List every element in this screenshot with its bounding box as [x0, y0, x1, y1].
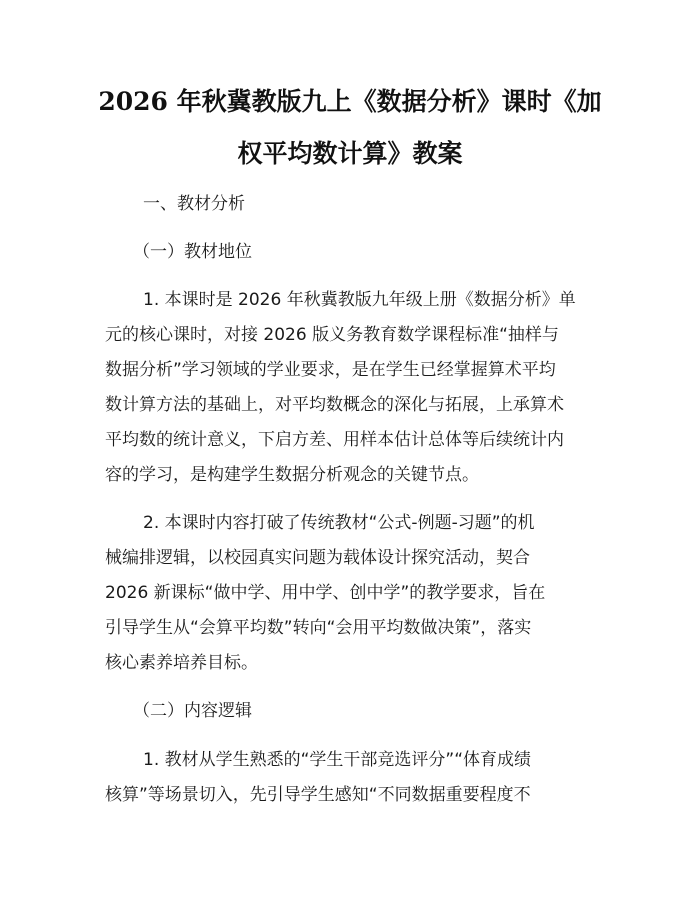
subsection-heading: （二）内容逻辑: [133, 701, 252, 721]
paragraph-line: 1. 教材从学生熟悉的“学生干部竞选评分”“体育成绩: [143, 750, 532, 770]
section-heading: 一、教材分析: [143, 194, 245, 214]
paragraph-line: 核算”等场景切入，先引导学生感知“不同数据重要程度不: [105, 785, 531, 805]
paragraph-line: 容的学习，是构建学生数据分析观念的关键节点。: [105, 465, 479, 485]
paragraph-line: 2. 本课时内容打破了传统教材“公式-例题-习题”的机: [143, 513, 535, 533]
paragraph-line: 2026 新课标“做中学、用中学、创中学”的教学要求，旨在: [105, 583, 546, 603]
paragraph-line: 械编排逻辑，以校园真实问题为载体设计探究活动，契合: [105, 548, 530, 568]
paragraph-line: 核心素养培养目标。: [105, 653, 258, 673]
subsection-heading: （一）教材地位: [133, 242, 252, 262]
paragraph-line: 平均数的统计意义，下启方差、用样本估计总体等后续统计内: [105, 430, 564, 450]
paragraph-line: 数据分析”学习领域的学业要求，是在学生已经掌握算术平均: [105, 360, 556, 380]
document-title-line-1: 2026 年秋冀教版九上《数据分析》课时《加: [98, 87, 602, 116]
paragraph-line: 引导学生从“会算平均数”转向“会用平均数做决策”，落实: [105, 618, 532, 638]
paragraph-line: 元的核心课时，对接 2026 版义务教育数学课程标准“抽样与: [105, 325, 559, 345]
paragraph-line: 数计算方法的基础上，对平均数概念的深化与拓展，上承算术: [105, 395, 564, 415]
paragraph-line: 1. 本课时是 2026 年秋冀教版九年级上册《数据分析》单: [143, 290, 576, 310]
document-title-line-2: 权平均数计算》教案: [237, 139, 463, 168]
